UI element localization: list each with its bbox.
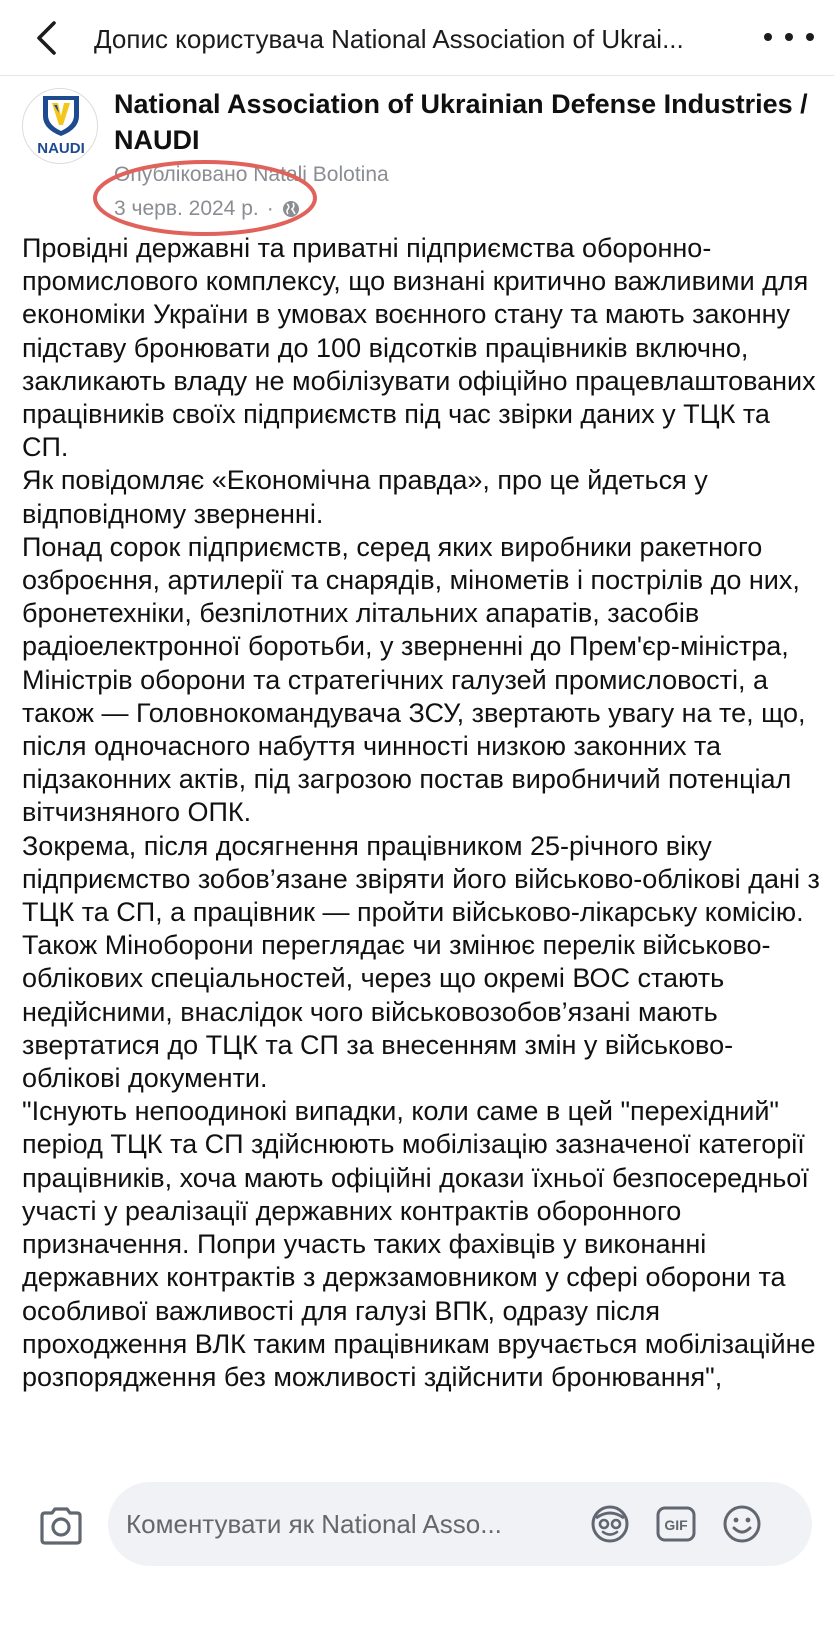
- post-date[interactable]: 3 черв. 2024 р.: [114, 197, 259, 220]
- globe-icon: [282, 200, 300, 218]
- camera-button[interactable]: [38, 1506, 84, 1546]
- more-dot-icon: [806, 33, 814, 41]
- more-dot-icon: [764, 33, 772, 41]
- gif-icon: [656, 1504, 696, 1544]
- naudi-logo: [23, 89, 98, 164]
- author-name[interactable]: National Association of Ukrainian Defense Industries / NAUDI: [114, 89, 808, 155]
- page-title: Допис користувача National Association of Ukrai...: [94, 24, 684, 54]
- back-arrow-icon: [35, 20, 57, 56]
- top-bar: [0, 0, 834, 76]
- more-dot-icon: [785, 33, 793, 41]
- back-button[interactable]: [26, 18, 66, 58]
- meta-separator: ·: [266, 197, 274, 220]
- avatar-sticker-icon: [590, 1504, 630, 1544]
- emoji-button[interactable]: [722, 1504, 762, 1544]
- emoji-icon: [722, 1504, 762, 1544]
- published-by: Опубліковано Natali Bolotina: [114, 163, 389, 186]
- camera-icon: [38, 1506, 84, 1546]
- comment-input-container[interactable]: [108, 1482, 812, 1566]
- post-meta: [114, 196, 300, 222]
- comment-input[interactable]: [126, 1482, 556, 1566]
- page-avatar[interactable]: [22, 88, 98, 164]
- more-options-button[interactable]: [764, 22, 814, 52]
- naudi-logo-text: NAUDI: [37, 140, 85, 157]
- gif-button[interactable]: [656, 1504, 696, 1544]
- gif-label: GIF: [664, 1517, 688, 1533]
- avatar-sticker-button[interactable]: [590, 1504, 630, 1544]
- post-body-text: Провідні державні та приватні підприємства оборонно-промислового комплексу, що визнані критично важливими для економіки України в умовах воєнного стану та мають законну підставу бронювати до 100 відсотків працівників включно, закликають владу не мобілізувати офіційно працевлаштованих працівників своїх підприємств під час звірки даних у ТЦК та СП. Як повідомляє «Економічна правда», про це йдеться у відповідному зверненні. Понад сорок підприємств, серед яких виробники ракетного озброєння, артилерії та снарядів, мінометів і пострілів до них, бронетехніки, безпілотних літальних апаратів, засобів радіоелектронної боротьби, у зверненні до Прем'єр-міністра, Міністрів оборони та стратегічних галузей промисловості, а також — Головнокомандувача ЗСУ, звертають увагу на те, що, після одночасного набуття чинності низкою законних та підзаконних актів, під загрозою постав виробничий потенціал вітчизняного ОПК. Зокрема, після досягнення працівником 25-річного віку підприємство зобов’язане звіряти його військово-облікові дані з ТЦК та СП, а працівник — пройти військово-лікарську комісію. Також Міноборони переглядає чи змінює перелік військово-облікових спеціальностей, через що окремі ВОС стають недійсними, внаслідок чого військовозобов’язані мають звертатися до ТЦК та СП за внесенням змін у військово-облікові документи. "Існують непоодинокі випадки, коли саме в цей "перехідний" період ТЦК та СП здійснюють мобілізацію зазначеної категорії працівників, хоча мають офіційні докази їхньої безпосередньої участі у реалізації державних контрактів оборонного призначення. Попри участь таких фахівців у виконанні державних контрактів з держзамовником у сфері оборони та особливої важливості для галузі ВПК, одразу після проходження ВЛК таким працівникам вручається мобілізаційне розпорядження без можливості здійснити бронювання",: [22, 233, 820, 1392]
- comment-bar: [0, 1466, 834, 1639]
